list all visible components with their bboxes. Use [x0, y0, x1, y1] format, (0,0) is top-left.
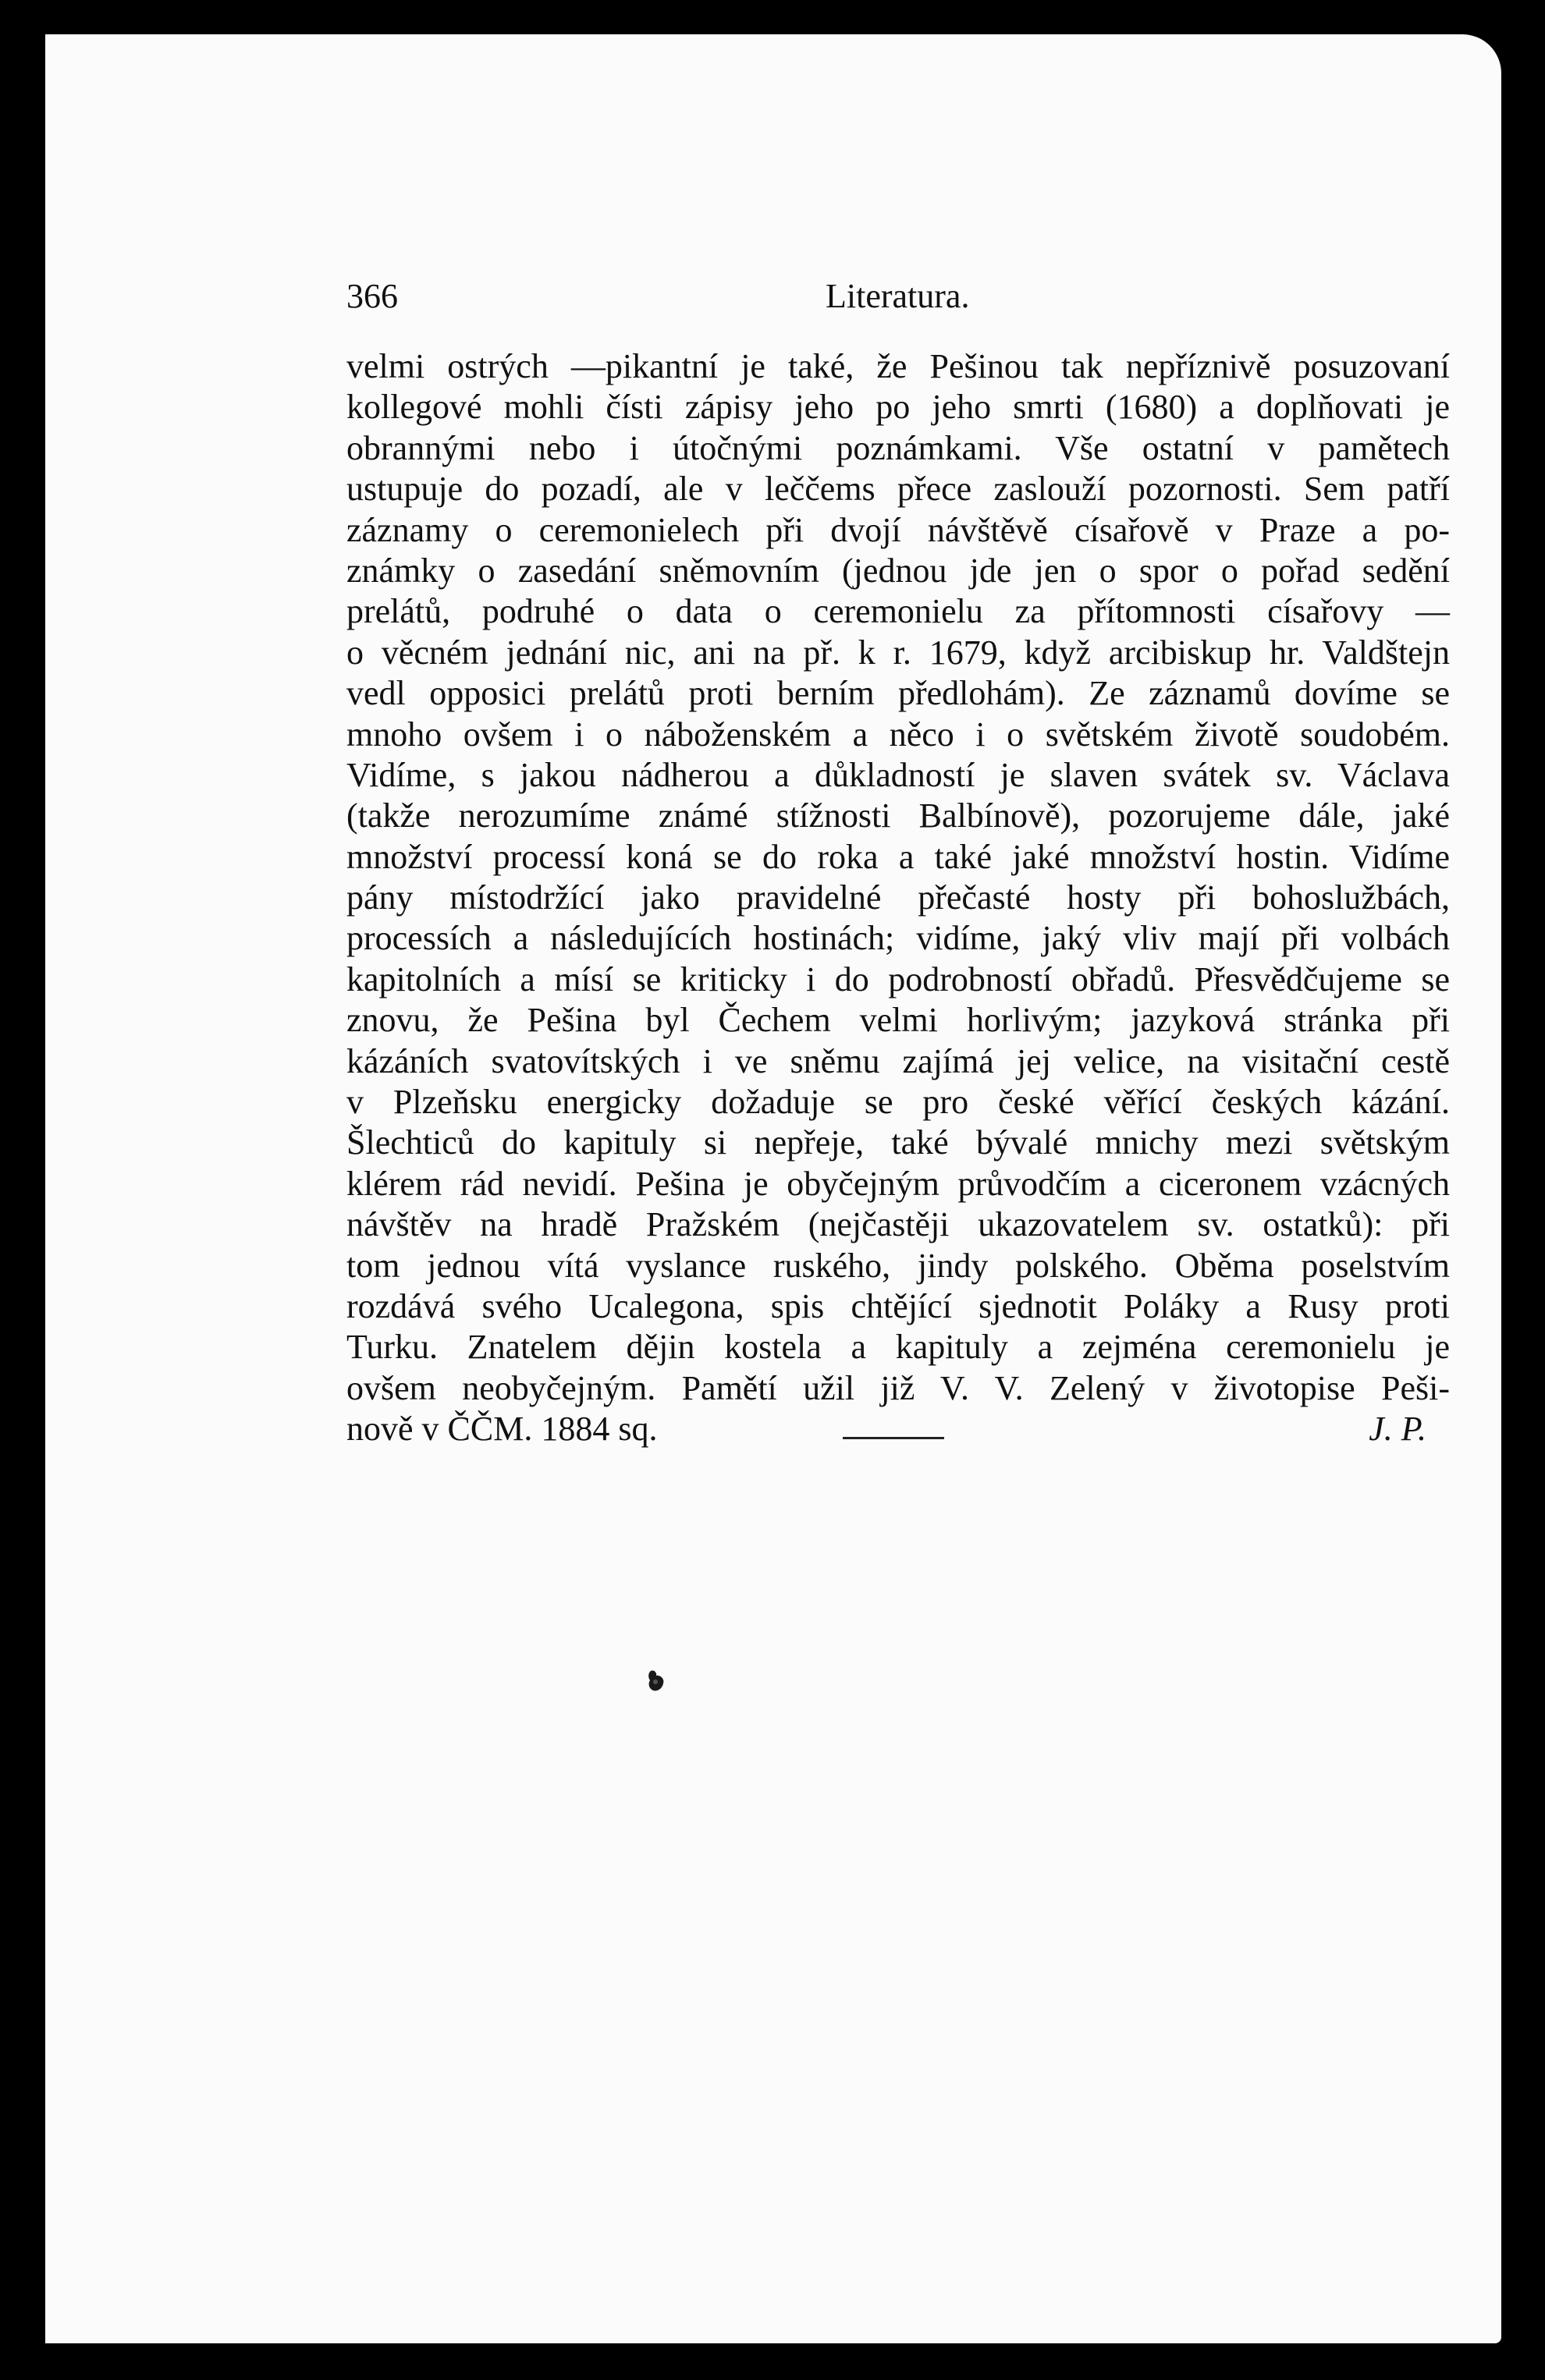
text-line: v Plzeňsku energicky dožaduje se pro české věřící českých kázání.: [346, 1083, 1450, 1122]
final-line: [346, 1409, 1450, 1449]
text-line: velmi ostrých —pikantní je také, že Pešinou tak nepříznivě posuzovaní: [346, 347, 1450, 385]
text-line: množství processí koná se do roka a také jaké množství hostin. Vidíme: [346, 837, 1450, 876]
text-line: kázáních svatovítských i ve sněmu zajímá jej velice, na visitační cestě: [346, 1041, 1450, 1080]
text-line: processích a následujících hostinách; vidíme, jaký vliv mají při volbách: [346, 919, 1450, 958]
text-line: ovšem neobyčejným. Pamětí užil již V. V. Zelený v životopise Peši-: [346, 1368, 1450, 1407]
ink-blot-icon: [646, 1668, 668, 1694]
text-line: známky o zasedání sněmovním (jednou jde jen o spor o pořad sedění: [346, 551, 1450, 590]
text-line: znovu, že Pešina byl Čechem velmi horlivým; jazyková stránka při: [346, 1001, 1450, 1040]
author-initials: J. P.: [1369, 1410, 1426, 1449]
text-line: kollegové mohli čísti zápisy jeho po jeho smrti (1680) a doplňovati je: [346, 388, 1450, 427]
text-line: vedl opposici prelátů proti berním předlohám). Ze záznamů dovíme se: [346, 674, 1450, 713]
text-line: Vidíme, s jakou nádherou a důkladností je slaven svátek sv. Václava: [346, 755, 1450, 794]
text-line: mnoho ovšem i o náboženském a něco i o světském životě soudobém.: [346, 715, 1450, 754]
text-line: Turku. Znatelem dějin kostela a kapituly a zejména ceremonielu je: [346, 1328, 1450, 1367]
text-line: ustupuje do pozadí, ale v leččems přece zaslouží pozornosti. Sem patří: [346, 470, 1450, 509]
text-line: kapitolních a mísí se kriticky i do podrobností obřadů. Přesvědčujeme se: [346, 959, 1450, 998]
text-line: návštěv na hradě Pražském (nejčastěji ukazovatelem sv. ostatků): při: [346, 1205, 1450, 1244]
text-line: klérem rád nevidí. Pešina je obyčejným průvodčím a ciceronem vzácných: [346, 1164, 1450, 1203]
text-line: Šlechticů do kapituly si nepřeje, také bývalé mnichy mezi světským: [346, 1123, 1450, 1162]
text-line: pány místodržící jako pravidelné přečasté hosty při bohoslužbách,: [346, 878, 1450, 917]
text-line: tom jednou vítá vyslance ruského, jindy polského. Oběma poselstvím: [346, 1246, 1450, 1285]
section-divider: [843, 1437, 944, 1439]
text-line: rozdává svého Ucalegona, spis chtějící sjednotit Poláky a Rusy proti: [346, 1286, 1450, 1325]
page-number: 366: [346, 277, 398, 315]
final-line-text: nově v ČČM. 1884 sq.: [346, 1410, 658, 1449]
text-line: záznamy o ceremonielech při dvojí návštěvě císařově v Praze a po-: [346, 510, 1450, 549]
text-line: o věcném jednání nic, ani na př. k r. 1679, když arcibiskup hr. Valdštejn: [346, 633, 1450, 672]
text-line: prelátů, podruhé o data o ceremonielu za přítomnosti císařovy —: [346, 592, 1450, 631]
book-page: [45, 34, 1501, 2343]
body-text: [346, 346, 1450, 1450]
text-line: (takže nerozumíme známé stížnosti Balbínově), pozorujeme dále, jaké: [346, 796, 1450, 835]
page-header: [346, 268, 1450, 323]
running-title: Literatura.: [826, 277, 970, 315]
text-line: obrannými nebo i útočnými poznámkami. Vše ostatní v pamětech: [346, 428, 1450, 467]
